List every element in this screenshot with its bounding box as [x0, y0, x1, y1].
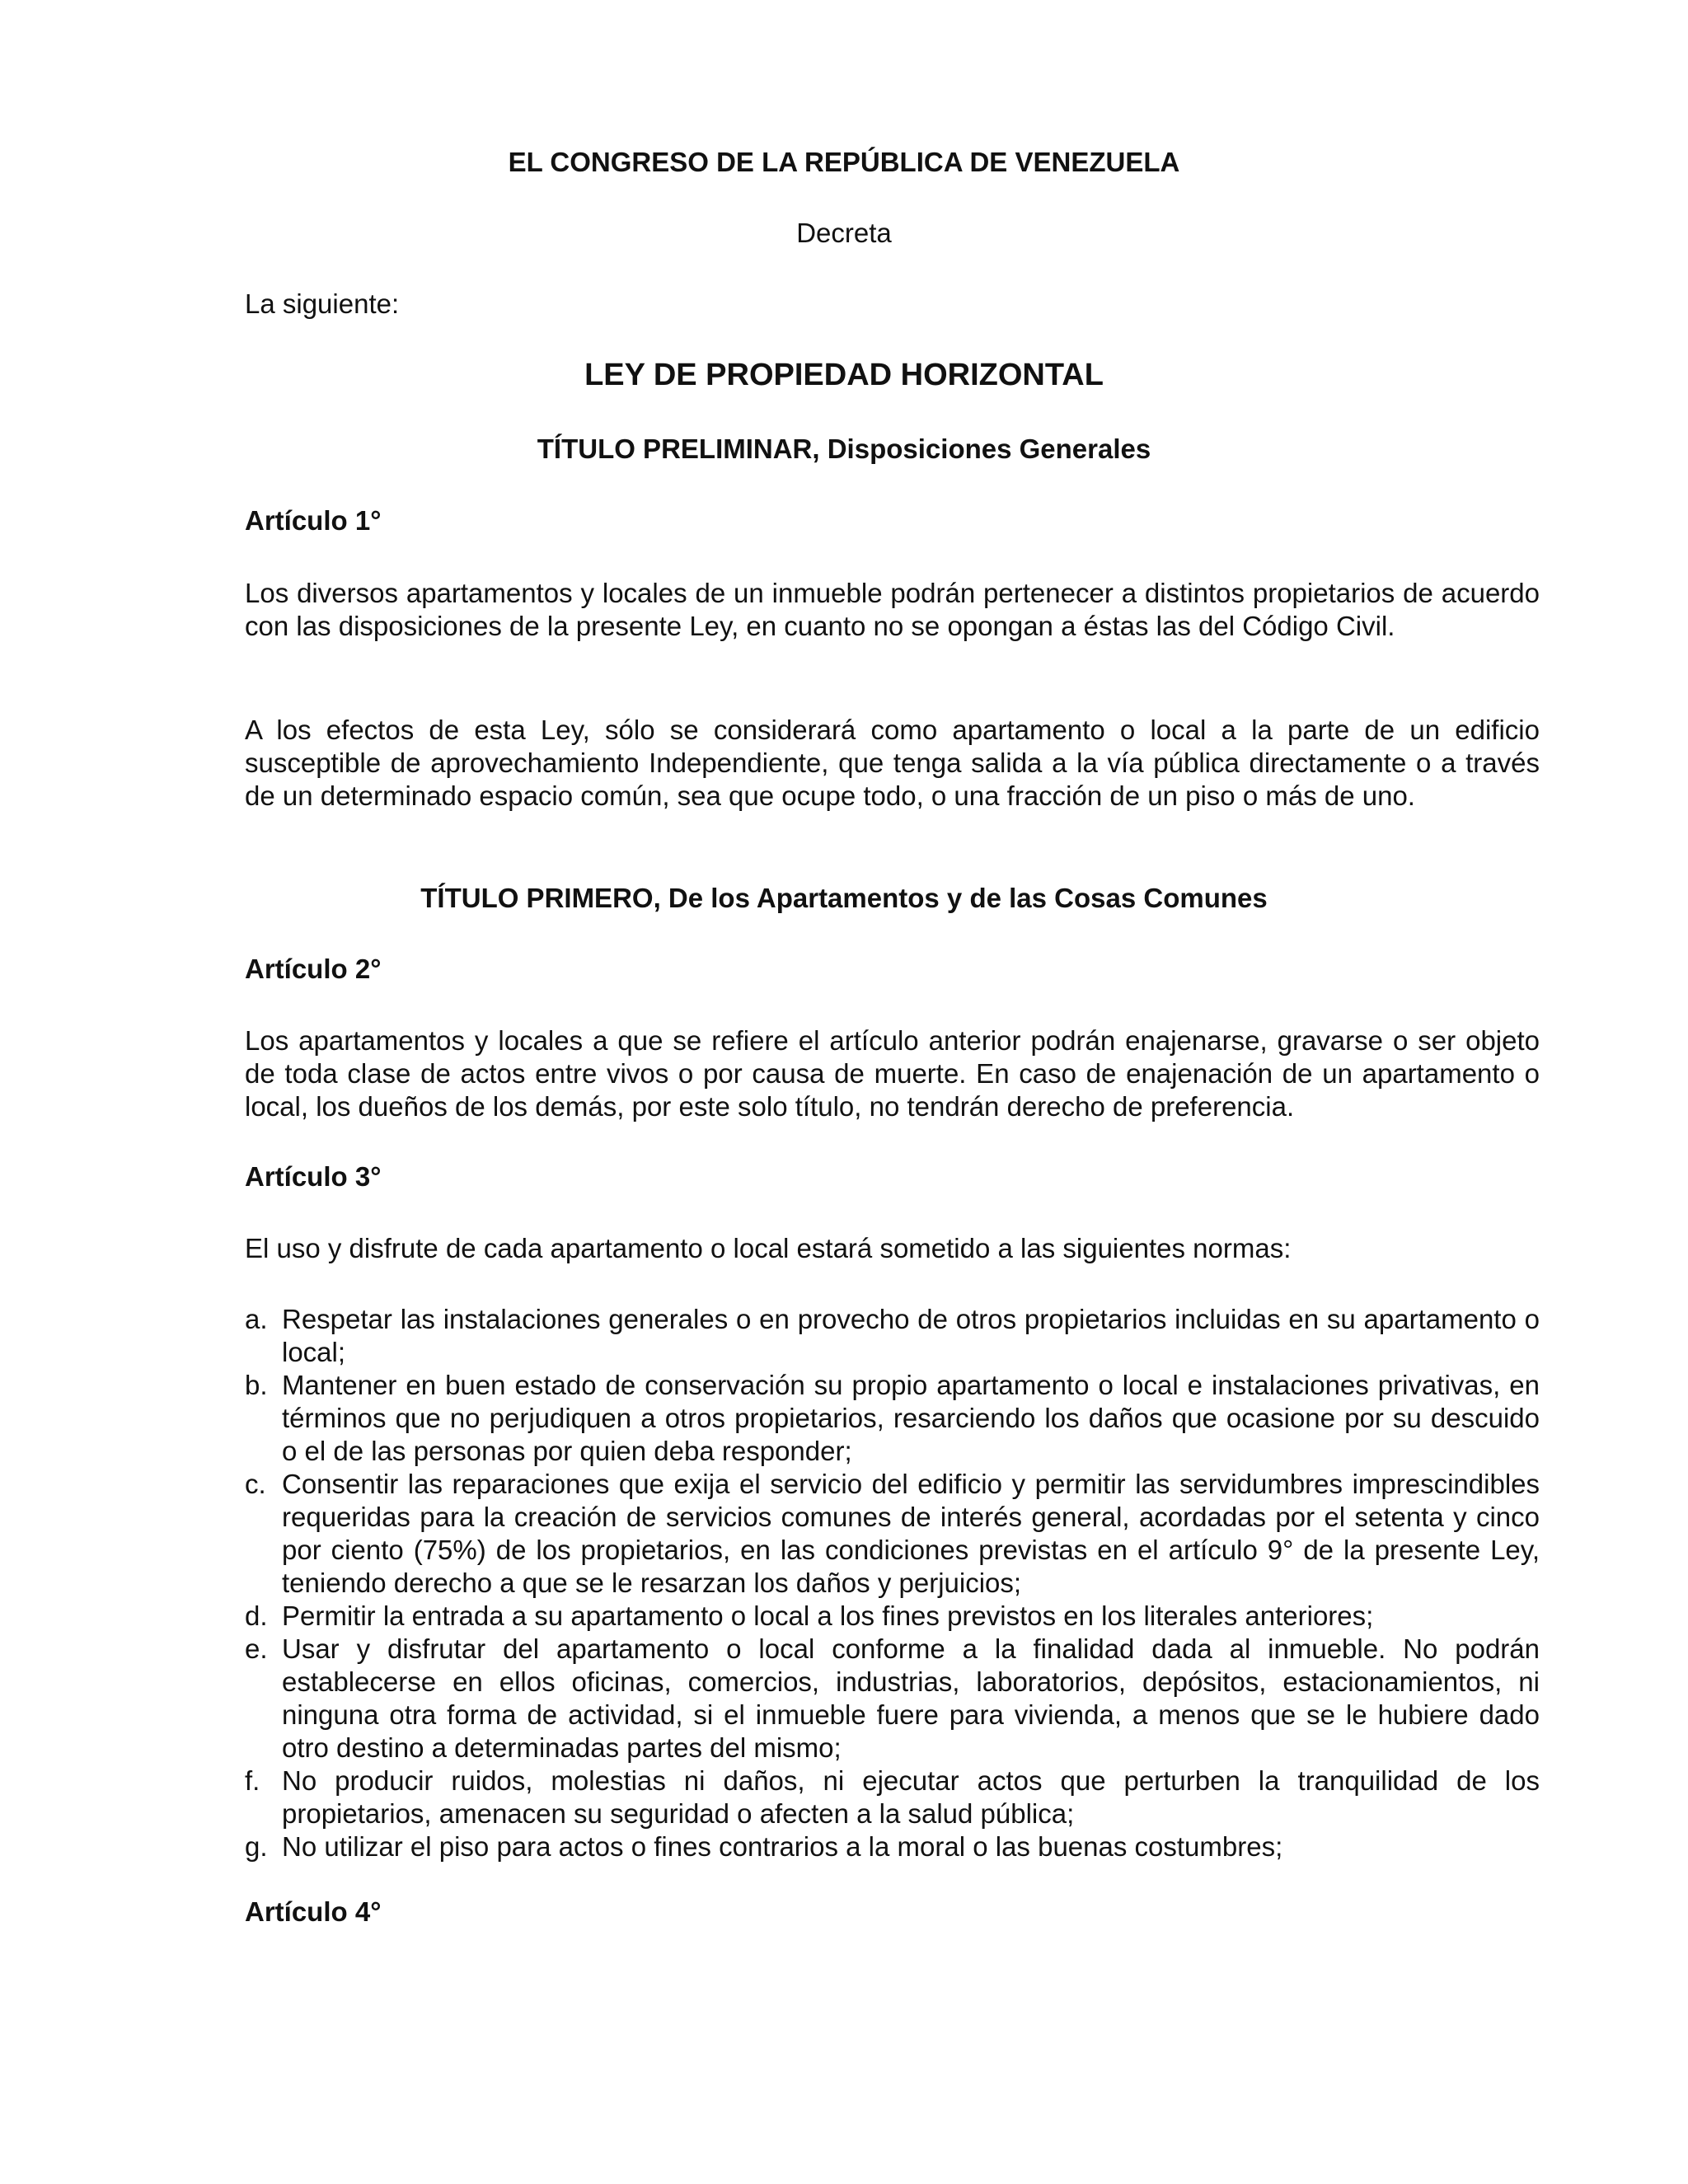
- article-1-paragraph-1: Los diversos apartamentos y locales de un inmueble podrán pertenecer a distintos propietarios de acuerdo con las disposiciones de la presente Ley, en cuanto no se opongan a éstas las del Código Civil.: [245, 578, 1540, 641]
- list-item: [245, 1765, 1540, 1830]
- titulo-primero-heading: TÍTULO PRIMERO, De los Apartamentos y de las Cosas Comunes: [420, 883, 1268, 913]
- list-item: [245, 1303, 1540, 1369]
- article-2-paragraph-1: Los apartamentos y locales a que se refiere el artículo anterior podrán enajenarse, gravarse o ser objeto de toda clase de actos entre vivos o por causa de muerte. En caso de enajenación de un apartamento o local, los dueños de los demás, por este solo título, no tendrán derecho de preferencia.: [245, 1025, 1540, 1122]
- article-3-intro: El uso y disfrute de cada apartamento o local estará sometido a las siguientes normas:: [245, 1233, 1292, 1263]
- list-item-text: Permitir la entrada a su apartamento o local a los fines previstos en los literales anteriores;: [282, 1601, 1374, 1631]
- article-1-paragraph-2: A los efectos de esta Ley, sólo se considerará como apartamento o local a la parte de un edificio susceptible de aprovechamiento Independiente, que tenga salida a la vía pública directamente o a través de un determinado espacio común, sea que ocupe todo, o una fracción de un piso o más de uno.: [245, 715, 1540, 811]
- list-marker: b.: [245, 1370, 268, 1400]
- list-marker: g.: [245, 1831, 268, 1862]
- article-4-label: Artículo 4°: [245, 1896, 382, 1927]
- list-item-text: Usar y disfrutar del apartamento o local conforme a la finalidad dada al inmueble. No podrán establecerse en ellos oficinas, comercios, industrias, laboratorios, depósitos, estacionamientos, ni ninguna otra forma de actividad, si el inmueble fuere para vivienda, a menos que se le hubiere dado otro destino a determinadas partes del mismo;: [282, 1633, 1540, 1763]
- list-item: [245, 1468, 1540, 1600]
- article-1-label: Artículo 1°: [245, 505, 382, 536]
- list-item-text: Consentir las reparaciones que exija el servicio del edificio y permitir las servidumbres imprescindibles requeridas para la creación de servicios comunes de interés general, acordadas por el setenta y cinco por ciento (75%) de los propietarios, en las condiciones previstas en el artículo 9° de la presente Ley, teniendo derecho a que se le resarzan los daños y perjuicios;: [282, 1469, 1540, 1598]
- list-marker: e.: [245, 1633, 268, 1664]
- list-marker: f.: [245, 1765, 260, 1796]
- list-item-text: No utilizar el piso para actos o fines contrarios a la moral o las buenas costumbres;: [282, 1831, 1283, 1862]
- congress-heading: EL CONGRESO DE LA REPÚBLICA DE VENEZUELA: [508, 147, 1180, 177]
- list-item: [245, 1369, 1540, 1468]
- list-item: [245, 1633, 1540, 1765]
- list-item: [245, 1600, 1540, 1633]
- article-3-label: Artículo 3°: [245, 1161, 382, 1192]
- titulo-preliminar-heading: TÍTULO PRELIMINAR, Disposiciones Generales: [537, 434, 1151, 464]
- list-item: [245, 1830, 1540, 1863]
- list-marker: a.: [245, 1304, 268, 1334]
- law-title: LEY DE PROPIEDAD HORIZONTAL: [584, 358, 1104, 392]
- list-marker: d.: [245, 1601, 268, 1631]
- article-3-list: [245, 1303, 1540, 1863]
- article-2-label: Artículo 2°: [245, 954, 382, 984]
- decreta-text: Decreta: [796, 218, 892, 248]
- list-item-text: Respetar las instalaciones generales o en provecho de otros propietarios incluidas en su apartamento o local;: [282, 1304, 1540, 1367]
- list-item-text: No producir ruidos, molestias ni daños, ni ejecutar actos que perturben la tranquilidad de los propietarios, amenacen su seguridad o afecten a la salud pública;: [282, 1765, 1540, 1829]
- siguiente-text: La siguiente:: [245, 288, 400, 319]
- list-item-text: Mantener en buen estado de conservación su propio apartamento o local e instalaciones privativas, en términos que no perjudiquen a otros propietarios, resarciendo los daños que ocasione por su descuido o el de las personas por quien deba responder;: [282, 1370, 1540, 1466]
- list-marker: c.: [245, 1469, 266, 1499]
